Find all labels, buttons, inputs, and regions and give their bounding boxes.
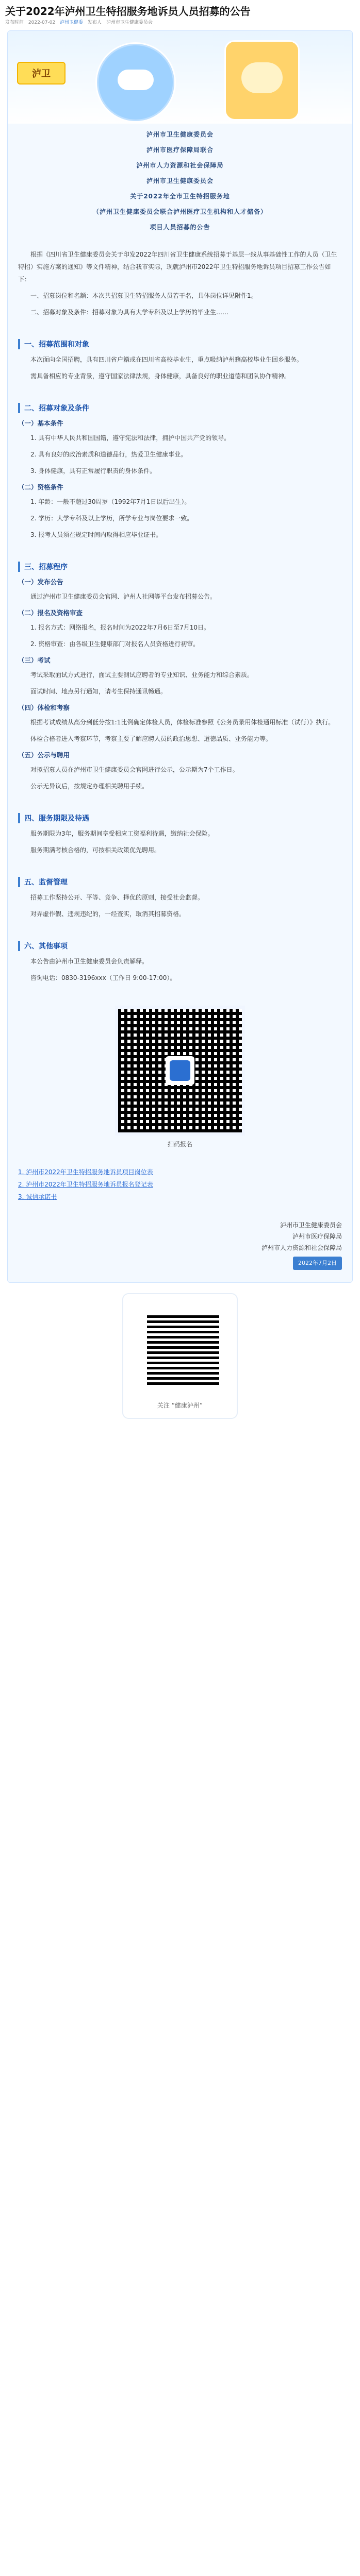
mascot-image xyxy=(95,42,176,123)
subsection-title: （三）考试 xyxy=(18,656,51,664)
subsection-title: （一）基本条件 xyxy=(18,419,63,427)
section-2 xyxy=(8,386,352,541)
paragraph: 招募工作坚持公开、平等、竞争、择优的原则，接受社会监督。 xyxy=(30,894,204,901)
published-label: 发布时间 xyxy=(5,20,24,25)
section-heading: 二、招募对象及条件 xyxy=(18,403,342,413)
paragraph: 考试采取面试方式进行，面试主要测试应聘者的专业知识、业务能力和综合素质。 xyxy=(30,671,254,679)
paragraph: 3. 报考人员须在规定时间内取得相应毕业证书。 xyxy=(30,531,162,538)
signoff-org: 泸州市人力资源和社会保障局 xyxy=(261,1244,342,1251)
paragraph: 需具备相应的专业背景，遵守国家法律法规，身体健康，具备良好的职业道德和团队协作精神。 xyxy=(30,372,291,380)
subsection-title: （五）公示与聘用 xyxy=(18,751,70,759)
section-3 xyxy=(8,545,352,792)
signoff xyxy=(8,1210,352,1270)
promo-caption: 关注 “健康泸州” xyxy=(157,1402,203,1409)
brand-badge: 泸卫 xyxy=(17,62,66,84)
page-title: 关于2022年泸州卫生特招服务地诉员人员招募的公告 xyxy=(5,5,251,18)
date-badge: 2022年7月2日 xyxy=(293,1257,342,1270)
attachments xyxy=(8,1157,352,1203)
paragraph: 咨询电话：0830-3196xxx（工作日 9:00-17:00）。 xyxy=(30,974,176,981)
attachment-link[interactable]: 3. 诚信承诺书 xyxy=(18,1193,57,1200)
intro-paragraph: 根据《四川省卫生健康委员会关于印发2022年四川省卫生健康系统招募于基层一线从事基础性工作的人员（卫生特招）实施方案的通知》等文件精神，结合我市实际，现就泸州市2022年卫生特招服务地诉员项目招募工作公告如下： xyxy=(18,251,337,283)
qr-logo-icon xyxy=(170,1060,190,1081)
qr-caption: 扫码报名 xyxy=(167,1141,192,1148)
org-line: 泸州市卫生健康委员会 xyxy=(146,177,214,184)
mascot-image-2 xyxy=(224,40,300,121)
paragraph: 根据考试成绩从高分到低分按1:1比例确定体检人员，体检标准参照《公务员录用体检通用标准（试行）》执行。 xyxy=(30,719,335,726)
paragraph: 对弄虚作假、违规违纪的，一经查实，取消其招募资格。 xyxy=(30,910,186,918)
org-line: 泸州市人力资源和社会保障局 xyxy=(136,162,224,169)
org-line: （泸州卫生健康委员会联合泸州医疗卫生机构和人才储备） xyxy=(92,208,267,215)
subsection-title: （四）体检和考察 xyxy=(18,704,70,711)
paragraph: 2. 学历：大学专科及以上学历，所学专业与岗位要求一致。 xyxy=(30,515,193,522)
org-line: 项目人员招募的公告 xyxy=(150,224,210,231)
banner xyxy=(8,31,352,124)
subsection-title: （一）发布公告 xyxy=(18,578,63,586)
qr-code[interactable] xyxy=(115,1006,245,1136)
section-heading: 三、招募程序 xyxy=(18,562,342,572)
intro-paragraph: 一、招募岗位和名额：本次共招募卫生特招服务人员若干名，具体岗位详见附件1。 xyxy=(30,292,257,299)
paragraph: 对拟招募人员在泸州市卫生健康委员会官网进行公示，公示期为7个工作日。 xyxy=(30,766,239,773)
announcement-card xyxy=(7,30,353,1283)
section-heading: 五、监督管理 xyxy=(18,877,342,887)
paragraph: 服务期满考核合格的，可按相关政策优先聘用。 xyxy=(30,846,161,854)
attachment-link[interactable]: 1. 泸州市2022年卫生特招服务地诉员项目岗位表 xyxy=(18,1168,153,1176)
article-meta xyxy=(0,19,360,30)
qr-center xyxy=(166,1056,194,1085)
paragraph: 面试时间、地点另行通知，请考生保持通讯畅通。 xyxy=(30,688,167,695)
subsection-title: （二）报名及资格审查 xyxy=(18,609,83,617)
section-heading: 一、招募范围和对象 xyxy=(18,339,342,349)
subsection-title: （二）资格条件 xyxy=(18,483,63,491)
source-link[interactable]: 泸州卫健委 xyxy=(60,20,84,25)
publish-date: 2022-07-02 xyxy=(28,20,56,25)
intro-paragraph: 二、招募对象及条件：招募对象为具有大学专科及以上学历的毕业生…… xyxy=(30,309,229,316)
paragraph: 体检合格者进入考察环节，考察主要了解应聘人员的政治思想、道德品质、业务能力等。 xyxy=(30,735,272,742)
paragraph: 通过泸州市卫生健康委员会官网、泸州人社网等平台发布招募公告。 xyxy=(30,593,217,600)
org-line: 泸州市卫生健康委员会 xyxy=(146,131,214,138)
paragraph: 2. 资格审查：由各级卫生健康部门对报名人员资格进行初审。 xyxy=(30,640,200,648)
signoff-org: 泸州市医疗保障局 xyxy=(292,1233,342,1240)
paragraph: 1. 年龄：一般不超过30周岁（1992年7月1日以后出生）。 xyxy=(30,498,191,505)
org-list xyxy=(8,124,352,235)
section-heading: 六、其他事项 xyxy=(18,941,342,951)
attachment-link[interactable]: 2. 泸州市2022年卫生特招服务地诉员报名登记表 xyxy=(18,1181,153,1188)
paragraph: 公示无异议后，按规定办理相关聘用手续。 xyxy=(30,783,149,790)
paragraph: 服务期限为3年，服务期间享受相应工资福利待遇，缴纳社会保险。 xyxy=(30,830,214,837)
intro-section xyxy=(8,235,352,318)
author-org: 泸州市卫生健康委员会 xyxy=(106,20,153,25)
qr-code-small[interactable] xyxy=(144,1310,222,1388)
paragraph: 本公告由泸州市卫生健康委员会负责解释。 xyxy=(30,958,149,965)
paragraph: 1. 具有中华人民共和国国籍，遵守宪法和法律，拥护中国共产党的领导。 xyxy=(30,434,231,442)
section-5 xyxy=(8,860,352,920)
paragraph: 1. 报名方式：网络报名，报名时间为2022年7月6日至7月10日。 xyxy=(30,624,210,631)
org-line: 关于2022年全市卫生特招服务地 xyxy=(130,193,230,200)
org-line: 泸州市医疗保障局联合 xyxy=(146,146,214,154)
promo-card[interactable] xyxy=(122,1293,238,1419)
section-heading: 四、服务期限及待遇 xyxy=(18,813,342,823)
paragraph: 本次面向全国招聘，具有四川省户籍或在四川省高校毕业生，重点吸纳泸州籍高校毕业生回乡服务。 xyxy=(30,356,303,363)
paragraph: 2. 具有良好的政治素质和道德品行，热爱卫生健康事业。 xyxy=(30,451,187,458)
section-6 xyxy=(8,924,352,984)
paragraph: 3. 身体健康，具有正常履行职责的身体条件。 xyxy=(30,467,156,474)
qr-section xyxy=(8,996,352,1148)
section-1 xyxy=(8,323,352,382)
signoff-org: 泸州市卫生健康委员会 xyxy=(280,1222,342,1229)
author-label: 发布人 xyxy=(87,20,102,25)
section-4 xyxy=(8,796,352,856)
